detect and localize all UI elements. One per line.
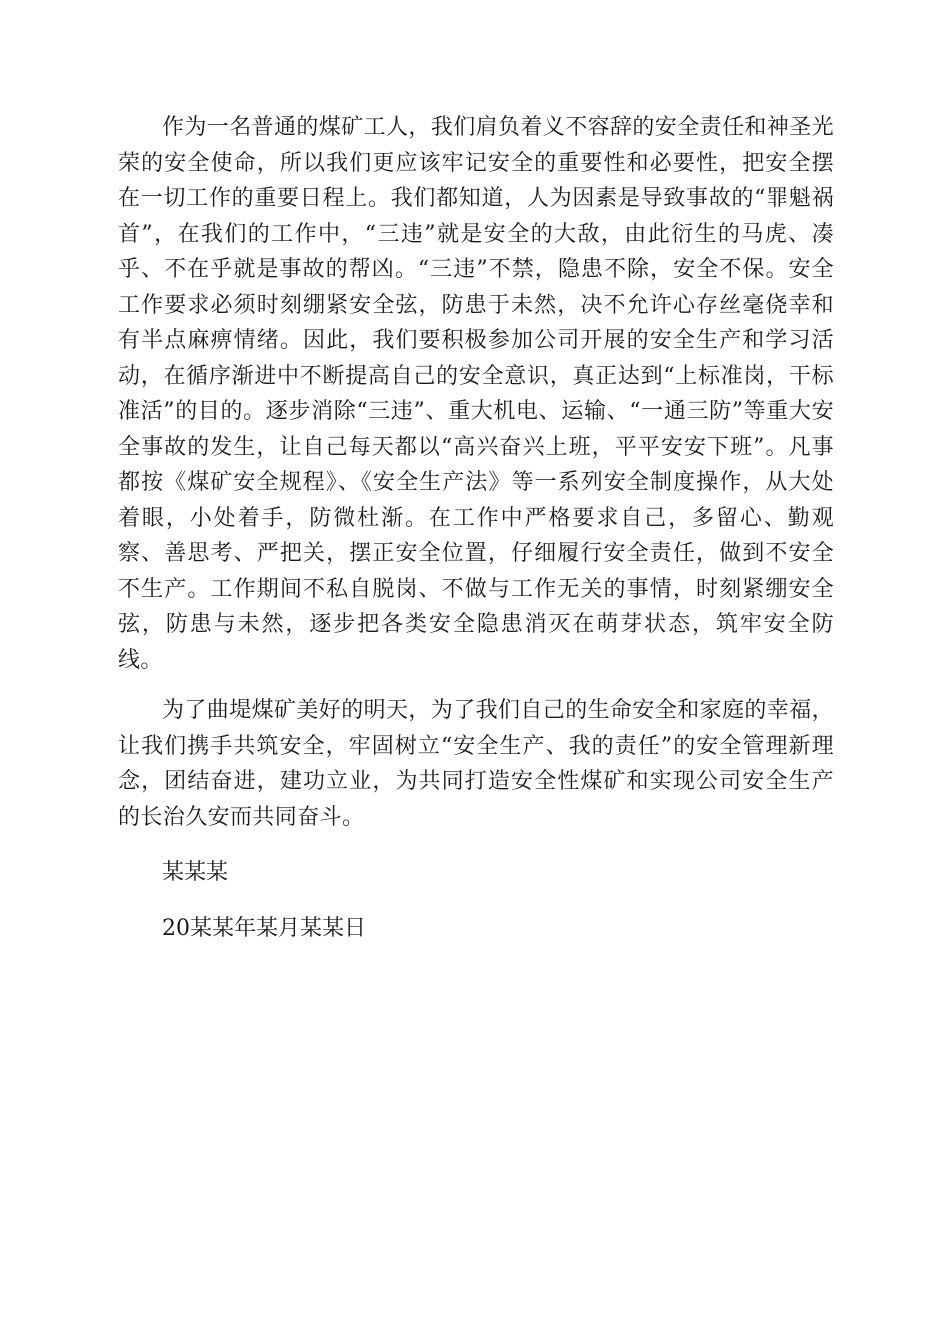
- signature: 某某某: [162, 860, 229, 885]
- body-paragraph-1: 作为一名普通的煤矿工人，我们肩负着义不容辞的安全责任和神圣光荣的安全使命，所以我们更应该牢记安全的重要性和必要性，把安全摆在一切工作的重要日程上。我们都知道，人为因素是导致事故的“罪魁祸首”，在我们的工作中，“三违”就是安全的大敌，由此衍生的马虎、凑乎、不在乎就是事故的帮凶。“三违”不禁，隐患不除，安全不保。安全工作要求必须时刻绷紧安全弦，防患于未然，决不允许心存丝毫侥幸和有半点麻痹情绪。因此，我们要积极参加公司开展的安全生产和学习活动，在循序渐进中不断提高自己的安全意识，真正达到“上标准岗，干标准活”的目的。逐步消除“三违”、重大机电、运输、“一通三防”等重大安全事故的发生，让自己每天都以“高兴奋兴上班，平平安安下班”。凡事都按《煤矿安全规程》、《安全生产法》等一系列安全制度操作，从大处着眼，小处着手，防微杜渐。在工作中严格要求自己，多留心、勤观察、善思考、严把关，摆正安全位置，仔细履行安全责任，做到不安全不生产。工作期间不私自脱岗、不做与工作无关的事情，时刻紧绷安全弦，防患与未然，逐步把各类安全隐患消灭在萌芽状态，筑牢安全防线。: [118, 115, 835, 673]
- document-page: [118, 110, 834, 946]
- date-line: 20某某年某月某某日: [162, 915, 366, 941]
- body-paragraph-2: 为了曲堤煤矿美好的明天，为了我们自己的生命安全和家庭的幸福，让我们携手共筑安全，牢固树立“安全生产、我的责任”的安全管理新理念，团结奋进，建功立业，为共同打造安全性煤矿和实现公司安全生产的长治久安而共同奋斗。: [118, 698, 835, 830]
